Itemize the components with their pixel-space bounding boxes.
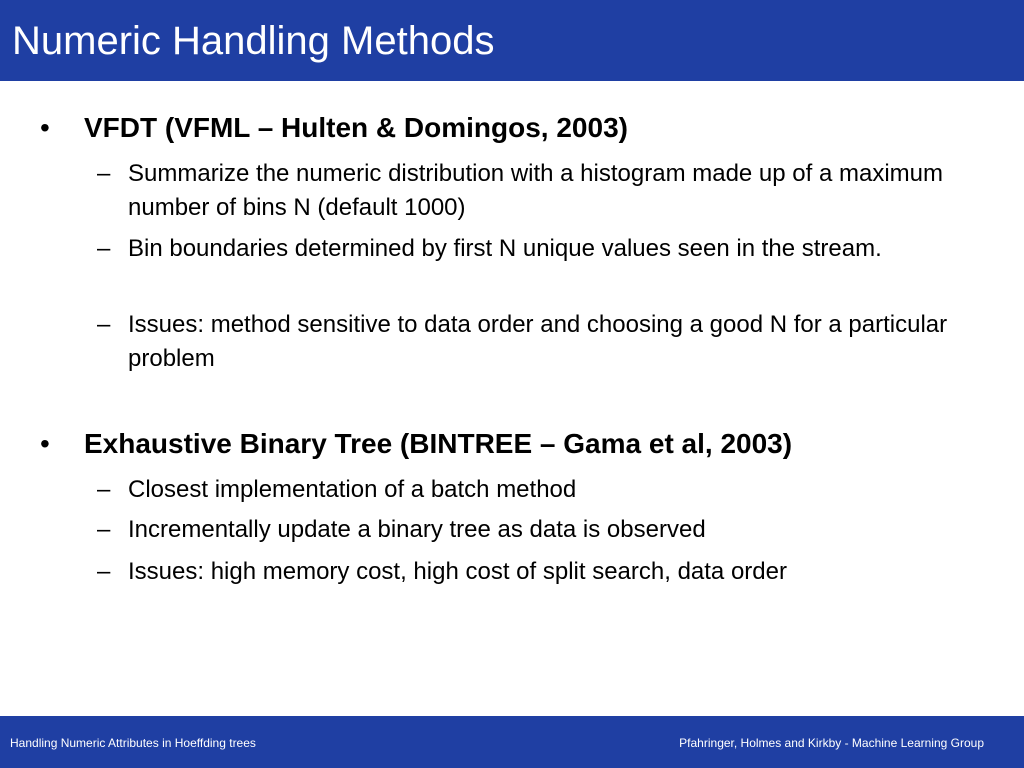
dash-mark: – xyxy=(97,160,111,187)
dash-mark: – xyxy=(97,476,111,503)
slide-title: Numeric Handling Methods xyxy=(12,19,495,63)
sub-bullet-text: Incrementally update a binary tree as data is observed xyxy=(128,516,706,543)
dash-mark: – xyxy=(97,516,111,543)
footer-bar xyxy=(0,716,1024,768)
dash-mark: – xyxy=(97,311,111,338)
footer-authors: Pfahringer, Holmes and Kirkby - Machine Learning Group xyxy=(679,736,984,750)
footer-presentation-title: Handling Numeric Attributes in Hoeffding trees xyxy=(10,736,256,750)
sub-bullet-text: Bin boundaries determined by first N unique values seen in the stream. xyxy=(128,235,882,262)
bullet-mark: • xyxy=(40,112,50,143)
dash-mark: – xyxy=(97,558,111,585)
sub-bullet-text: Closest implementation of a batch method xyxy=(128,476,577,503)
sub-bullet-text: Issues: method sensitive to data order and choosing a good N for a particular problem xyxy=(128,311,948,372)
bullet-heading: VFDT (VFML – Hulten & Domingos, 2003) xyxy=(84,112,628,143)
sub-bullet-text: Issues: high memory cost, high cost of split search, data order xyxy=(128,558,787,585)
dash-mark: – xyxy=(97,235,111,262)
bullet-mark: • xyxy=(40,428,50,459)
bullet-heading: Exhaustive Binary Tree (BINTREE – Gama et al, 2003) xyxy=(84,428,793,459)
sub-bullet-text: Summarize the numeric distribution with a histogram made up of a maximum number of bins N (default 1000) xyxy=(128,160,943,221)
